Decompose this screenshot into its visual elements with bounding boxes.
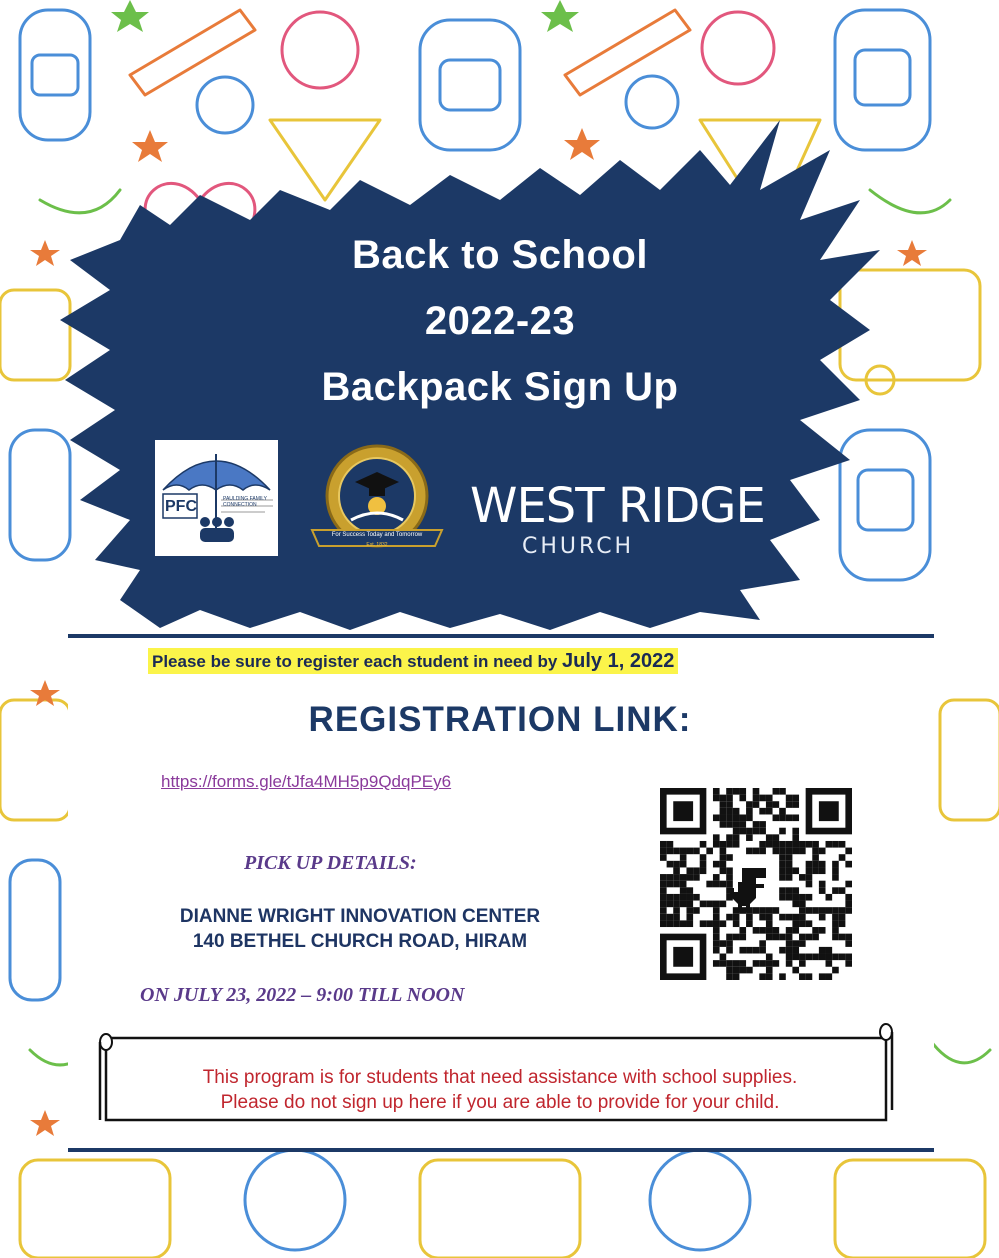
notice-line-1: This program is for students that need assistance with school supplies.	[202, 1067, 798, 1088]
title-line-2: 2022-23	[424, 299, 576, 343]
seal-motto: For Success Today and Tomorrow	[331, 532, 423, 538]
school-seal-logo	[307, 442, 447, 560]
deadline-text: Please be sure to register each student in need by	[152, 652, 563, 671]
registration-heading: REGISTRATION LINK:	[308, 700, 692, 739]
pickup-time: ON JULY 23, 2022 – 9:00 TILL NOON	[140, 984, 465, 1006]
eligibility-notice	[120, 1065, 880, 1115]
pfc-logo-name: PAULDING FAMILY CONNECTION	[223, 496, 267, 508]
deadline-date: July 1, 2022	[562, 650, 675, 672]
west-ridge-church-logo	[470, 450, 770, 570]
church-subtitle: CHURCH	[522, 534, 635, 559]
deadline-banner	[148, 648, 678, 674]
pickup-street: 140 BETHEL CHURCH ROAD, HIRAM	[192, 931, 528, 952]
pfc-logo-letters: PFC	[165, 498, 197, 515]
notice-line-2: Please do not sign up here if you are able to provide for your child.	[220, 1092, 780, 1113]
seal-established: Est. 1832	[366, 542, 388, 548]
pickup-address	[120, 904, 600, 954]
qr-code[interactable]	[660, 788, 852, 980]
church-name: WEST RIDGE	[470, 478, 765, 534]
title-line-3: Backpack Sign Up	[321, 365, 679, 409]
pfc-logo	[155, 440, 278, 556]
pickup-heading: PICK UP DETAILS:	[244, 852, 417, 874]
title-line-1: Back to School	[352, 233, 648, 277]
flyer-title	[200, 222, 800, 420]
pickup-location: DIANNE WRIGHT INNOVATION CENTER	[179, 906, 541, 927]
registration-link[interactable]: https://forms.gle/tJfa4MH5p9QdqPEy6	[161, 772, 452, 791]
